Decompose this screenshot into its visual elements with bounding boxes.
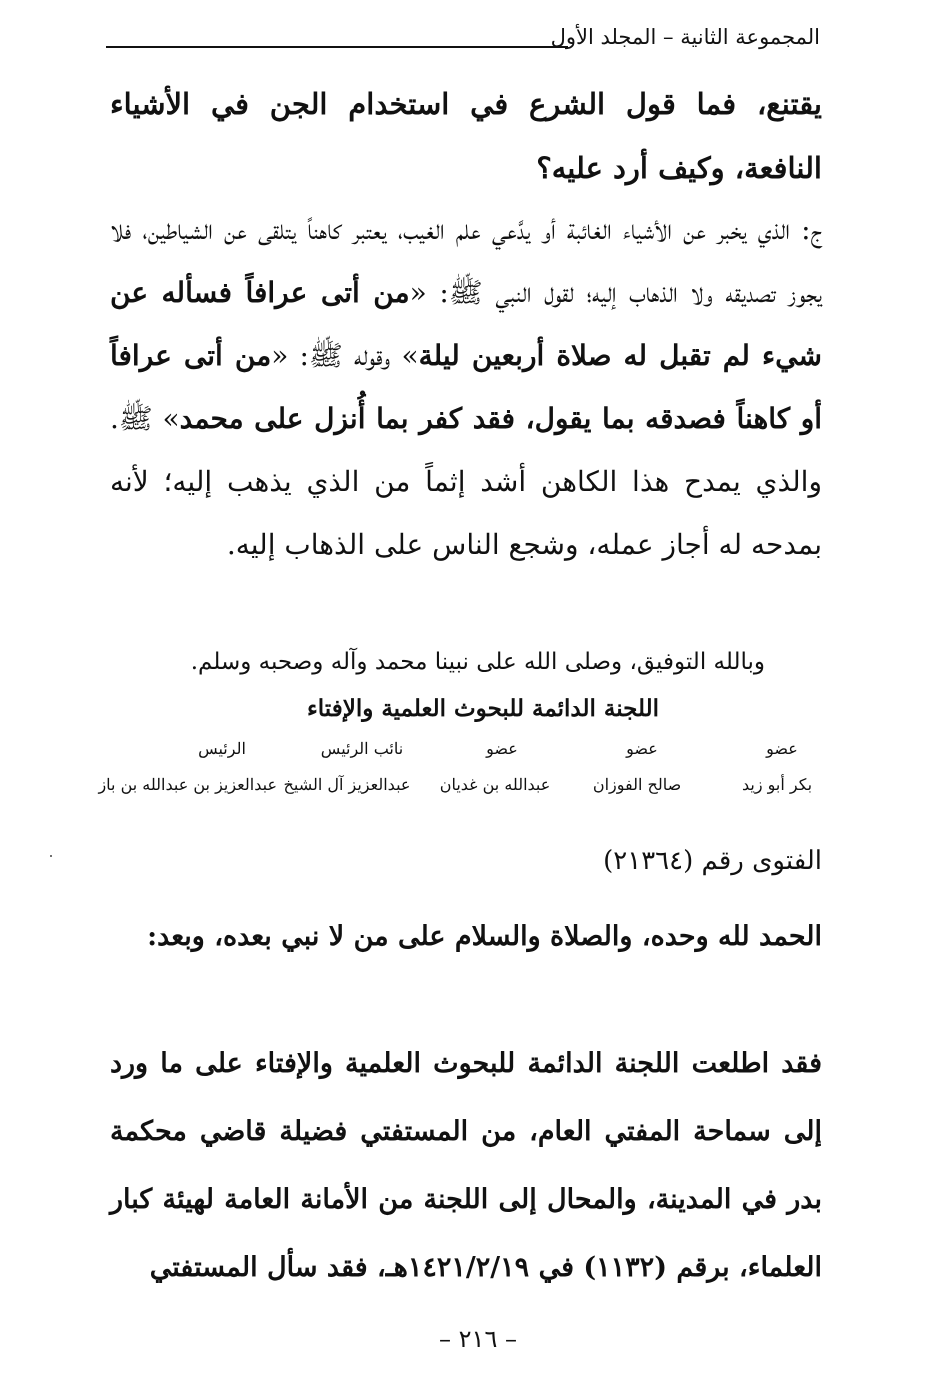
closing-line: وبالله التوفيق، وصلى الله على نبينا محمد وآله وصحبه وسلم. [190,649,765,675]
member-role: عضو [486,739,518,758]
member-role: عضو [766,739,798,758]
member-name: عبدالعزيز آل الشيخ [283,775,411,794]
page-number: – ٢١٦ – [439,1325,517,1353]
member-role: عضو [626,739,658,758]
question-paragraph: يقتنع، فما قول الشرع في استخدام الجن في الأشياء النافعة، وكيف أرد عليه؟ [110,87,822,185]
member-role: نائب الرئيس [320,739,404,758]
answer-paragraph [110,198,822,576]
member-role: الرئيس [198,739,246,758]
fatwa-intro: الحمد لله وحده، والصلاة والسلام على من لا نبي بعده، وبعد: [147,921,822,952]
stray-mark [50,855,52,857]
fatwa-body: فقد اطلعت اللجنة الدائمة للبحوث العلمية والإفتاء على ما ورد إلى سماحة المفتي العام، من المستفتي فضيلة قاضي محكمة بدر في المدينة، والمحال إلى اللجنة من الأمانة العامة لهيئة كبار العلماء، برقم (١١٣٢) في ١٤٢١/٢/١٩هـ، فقد سأل المستفتي [110,1048,822,1283]
answer-text-2: » وقوله ﷺ: « [271,339,419,372]
member-name: عبدالله بن غديان [439,775,551,794]
member-name: صالح الفوزان [592,775,682,794]
committee-title: اللجنة الدائمة للبحوث العلمية والإفتاء [306,695,660,722]
answer-text-1: ج: الذي يخبر عن الأشياء الغائبة أو يدَّعي علم الغيب، يعتبر كاهناً يتلقى عن الشياطين، فلا يجوز تصديقه ولا الذهاب إليه؛ لقول النبي ﷺ: « [110,213,822,309]
member-name: بكر أبو زيد [741,775,813,794]
fatwa-number: الفتوى رقم (٢١٣٦٤) [603,846,822,876]
answer-text-3: » ﷺ. والذي يمدح هذا الكاهن أشد إثماً من الذي يذهب إليه؛ لأنه بمدحه له أجاز عمله، وشجع الناس على الذهاب إليه. [110,402,822,561]
hadith-quote-1: من أتى عرافاً فسأله عن شيء لم تقبل له صلاة أربعين ليلة [110,276,822,372]
header-rule [106,46,568,48]
member-name: عبدالعزيز بن عبدالله بن باز [98,775,277,794]
committee-roles-row [122,736,832,764]
hadith-quote-2: من أتى عرافاً أو كاهناً فصدقه بما يقول، فقد كفر بما أُنزل على محمد [110,339,822,435]
committee-names-row [98,772,832,800]
running-header: المجموعة الثانية – المجلد الأول [550,25,820,49]
